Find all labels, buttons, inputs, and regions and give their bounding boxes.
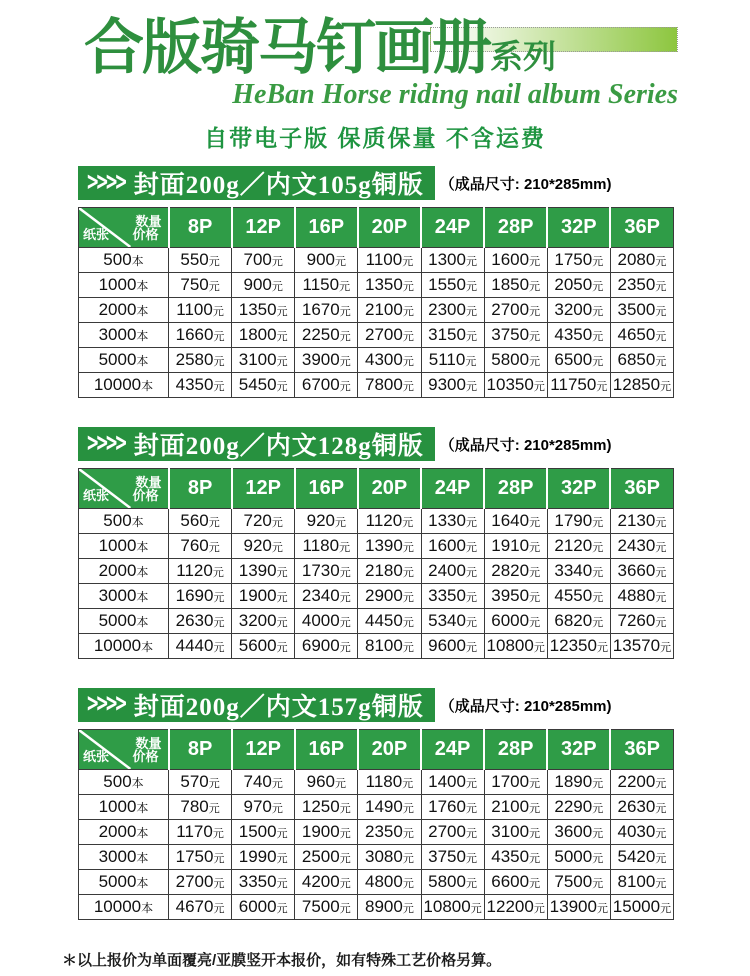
price-section bbox=[78, 688, 674, 920]
corner-cell bbox=[79, 730, 169, 770]
price-cell: 10800元 bbox=[421, 895, 484, 920]
price-cell: 4650元 bbox=[610, 323, 673, 348]
price-cell: 11750元 bbox=[547, 373, 610, 398]
table-row bbox=[79, 373, 674, 398]
price-cell: 3750元 bbox=[484, 323, 547, 348]
quantity-cell: 10000本 bbox=[79, 634, 169, 659]
column-header: 32P bbox=[547, 469, 610, 509]
column-header: 32P bbox=[547, 208, 610, 248]
price-cell: 1120元 bbox=[358, 509, 421, 534]
price-cell: 1850元 bbox=[484, 273, 547, 298]
price-cell: 2630元 bbox=[169, 609, 232, 634]
quantity-cell: 5000本 bbox=[79, 348, 169, 373]
price-cell: 2080元 bbox=[610, 248, 673, 273]
page-header bbox=[0, 0, 750, 153]
price-cell: 2290元 bbox=[547, 795, 610, 820]
price-cell: 1550元 bbox=[421, 273, 484, 298]
price-cell: 1670元 bbox=[295, 298, 358, 323]
price-cell: 2250元 bbox=[295, 323, 358, 348]
price-cell: 3350元 bbox=[421, 584, 484, 609]
price-cell: 1760元 bbox=[421, 795, 484, 820]
price-cell: 1750元 bbox=[547, 248, 610, 273]
price-cell: 9300元 bbox=[421, 373, 484, 398]
price-cell: 4670元 bbox=[169, 895, 232, 920]
corner-label-quantity: 数量 bbox=[135, 475, 162, 490]
price-cell: 2300元 bbox=[421, 298, 484, 323]
price-cell: 5340元 bbox=[421, 609, 484, 634]
footnote: ＊以上报价为单面覆亮/亚膜竖开本报价，如有特殊工艺价格另算。 bbox=[62, 952, 502, 969]
price-cell: 8900元 bbox=[358, 895, 421, 920]
price-cell: 2180元 bbox=[358, 559, 421, 584]
price-cell: 740元 bbox=[232, 770, 295, 795]
title-chinese: 合版骑马钉画册 bbox=[84, 15, 490, 81]
price-table-body bbox=[79, 509, 674, 659]
price-cell: 3100元 bbox=[484, 820, 547, 845]
quantity-cell: 2000本 bbox=[79, 820, 169, 845]
quantity-cell: 2000本 bbox=[79, 559, 169, 584]
subtitle-guarantees: 自带电子版 保质保量 不含运费 bbox=[204, 125, 546, 151]
price-cell: 3900元 bbox=[295, 348, 358, 373]
column-header: 28P bbox=[484, 208, 547, 248]
price-cell: 1400元 bbox=[421, 770, 484, 795]
price-cell: 2700元 bbox=[169, 870, 232, 895]
section-header-row bbox=[78, 166, 674, 200]
price-cell: 1600元 bbox=[421, 534, 484, 559]
price-cell: 6600元 bbox=[484, 870, 547, 895]
price-cell: 570元 bbox=[169, 770, 232, 795]
table-row bbox=[79, 248, 674, 273]
quantity-cell: 5000本 bbox=[79, 609, 169, 634]
price-cell: 1730元 bbox=[295, 559, 358, 584]
price-cell: 970元 bbox=[232, 795, 295, 820]
price-cell: 4030元 bbox=[610, 820, 673, 845]
column-header: 32P bbox=[547, 730, 610, 770]
price-cell: 3350元 bbox=[232, 870, 295, 895]
chevrons-icon: >>>> bbox=[87, 426, 125, 459]
price-cell: 1900元 bbox=[295, 820, 358, 845]
section-title: 封面200g／内文105g铜版 bbox=[133, 172, 424, 199]
price-cell: 1120元 bbox=[169, 559, 232, 584]
price-table bbox=[78, 729, 674, 920]
quantity-cell: 500本 bbox=[79, 248, 169, 273]
column-header: 36P bbox=[610, 469, 673, 509]
price-cell: 5110元 bbox=[421, 348, 484, 373]
price-cell: 7500元 bbox=[295, 895, 358, 920]
price-cell: 1890元 bbox=[547, 770, 610, 795]
table-row bbox=[79, 559, 674, 584]
price-cell: 3100元 bbox=[232, 348, 295, 373]
price-cell: 900元 bbox=[232, 273, 295, 298]
column-header: 16P bbox=[295, 469, 358, 509]
price-cell: 1490元 bbox=[358, 795, 421, 820]
table-row bbox=[79, 795, 674, 820]
price-section bbox=[78, 427, 674, 659]
table-header-row bbox=[79, 469, 674, 509]
column-header: 20P bbox=[358, 208, 421, 248]
price-cell: 3660元 bbox=[610, 559, 673, 584]
quantity-cell: 3000本 bbox=[79, 845, 169, 870]
price-cell: 1700元 bbox=[484, 770, 547, 795]
quantity-cell: 2000本 bbox=[79, 298, 169, 323]
price-cell: 700元 bbox=[232, 248, 295, 273]
price-cell: 8100元 bbox=[610, 870, 673, 895]
price-cell: 760元 bbox=[169, 534, 232, 559]
price-cell: 4450元 bbox=[358, 609, 421, 634]
price-cell: 4200元 bbox=[295, 870, 358, 895]
price-cell: 3600元 bbox=[547, 820, 610, 845]
corner-cell bbox=[79, 469, 169, 509]
column-header: 24P bbox=[421, 208, 484, 248]
column-header: 28P bbox=[484, 469, 547, 509]
price-cell: 2340元 bbox=[295, 584, 358, 609]
price-cell: 1660元 bbox=[169, 323, 232, 348]
price-sections-container bbox=[0, 166, 750, 920]
price-cell: 4880元 bbox=[610, 584, 673, 609]
price-cell: 12200元 bbox=[484, 895, 547, 920]
price-cell: 780元 bbox=[169, 795, 232, 820]
price-cell: 2580元 bbox=[169, 348, 232, 373]
column-header: 24P bbox=[421, 730, 484, 770]
price-cell: 1150元 bbox=[295, 273, 358, 298]
table-row bbox=[79, 609, 674, 634]
size-note: （成品尺寸: 210*285mm) bbox=[439, 436, 612, 454]
price-cell: 2100元 bbox=[484, 795, 547, 820]
price-cell: 1100元 bbox=[169, 298, 232, 323]
price-cell: 920元 bbox=[295, 509, 358, 534]
price-cell: 3500元 bbox=[610, 298, 673, 323]
table-header-row bbox=[79, 730, 674, 770]
price-cell: 1170元 bbox=[169, 820, 232, 845]
price-cell: 1180元 bbox=[295, 534, 358, 559]
section-title: 封面200g／内文128g铜版 bbox=[133, 433, 424, 460]
price-cell: 960元 bbox=[295, 770, 358, 795]
size-note: （成品尺寸: 210*285mm) bbox=[439, 697, 612, 715]
column-header: 12P bbox=[232, 208, 295, 248]
table-row bbox=[79, 895, 674, 920]
column-header: 36P bbox=[610, 730, 673, 770]
price-cell: 900元 bbox=[295, 248, 358, 273]
price-cell: 2120元 bbox=[547, 534, 610, 559]
price-cell: 550元 bbox=[169, 248, 232, 273]
price-cell: 5800元 bbox=[484, 348, 547, 373]
price-cell: 1250元 bbox=[295, 795, 358, 820]
price-cell: 1390元 bbox=[358, 534, 421, 559]
price-cell: 4300元 bbox=[358, 348, 421, 373]
table-row bbox=[79, 845, 674, 870]
price-cell: 4000元 bbox=[295, 609, 358, 634]
price-cell: 6700元 bbox=[295, 373, 358, 398]
corner-label-quantity: 数量 bbox=[135, 214, 162, 229]
price-cell: 1100元 bbox=[358, 248, 421, 273]
corner-label-price: 价格 bbox=[132, 749, 159, 764]
price-cell: 5800元 bbox=[421, 870, 484, 895]
column-header: 24P bbox=[421, 469, 484, 509]
price-cell: 2700元 bbox=[484, 298, 547, 323]
price-cell: 1790元 bbox=[547, 509, 610, 534]
price-cell: 1350元 bbox=[358, 273, 421, 298]
corner-label-quantity: 数量 bbox=[135, 736, 162, 751]
price-cell: 920元 bbox=[232, 534, 295, 559]
price-cell: 2100元 bbox=[358, 298, 421, 323]
title-english: HeBan Horse riding nail album Series bbox=[232, 79, 678, 110]
quantity-cell: 3000本 bbox=[79, 584, 169, 609]
price-cell: 4800元 bbox=[358, 870, 421, 895]
column-header: 8P bbox=[169, 208, 232, 248]
table-row bbox=[79, 509, 674, 534]
price-cell: 2130元 bbox=[610, 509, 673, 534]
price-cell: 6000元 bbox=[484, 609, 547, 634]
section-header-bar bbox=[78, 688, 435, 722]
price-cell: 3150元 bbox=[421, 323, 484, 348]
quantity-cell: 3000本 bbox=[79, 323, 169, 348]
price-cell: 12850元 bbox=[610, 373, 673, 398]
price-cell: 2700元 bbox=[358, 323, 421, 348]
table-row bbox=[79, 273, 674, 298]
table-row bbox=[79, 770, 674, 795]
price-cell: 750元 bbox=[169, 273, 232, 298]
column-header: 12P bbox=[232, 730, 295, 770]
price-cell: 10800元 bbox=[484, 634, 547, 659]
price-cell: 1500元 bbox=[232, 820, 295, 845]
price-cell: 1990元 bbox=[232, 845, 295, 870]
price-cell: 5600元 bbox=[232, 634, 295, 659]
price-cell: 2900元 bbox=[358, 584, 421, 609]
price-cell: 3340元 bbox=[547, 559, 610, 584]
quantity-cell: 1000本 bbox=[79, 534, 169, 559]
price-cell: 6850元 bbox=[610, 348, 673, 373]
quantity-cell: 5000本 bbox=[79, 870, 169, 895]
column-header: 12P bbox=[232, 469, 295, 509]
price-cell: 1900元 bbox=[232, 584, 295, 609]
price-cell: 1350元 bbox=[232, 298, 295, 323]
price-cell: 13900元 bbox=[547, 895, 610, 920]
price-cell: 6900元 bbox=[295, 634, 358, 659]
price-section bbox=[78, 166, 674, 398]
price-cell: 2700元 bbox=[421, 820, 484, 845]
price-cell: 1640元 bbox=[484, 509, 547, 534]
price-cell: 1390元 bbox=[232, 559, 295, 584]
price-cell: 4350元 bbox=[484, 845, 547, 870]
quantity-cell: 1000本 bbox=[79, 273, 169, 298]
price-cell: 1600元 bbox=[484, 248, 547, 273]
price-cell: 1800元 bbox=[232, 323, 295, 348]
size-note: （成品尺寸: 210*285mm) bbox=[439, 175, 612, 193]
price-cell: 12350元 bbox=[547, 634, 610, 659]
price-cell: 560元 bbox=[169, 509, 232, 534]
corner-cell bbox=[79, 208, 169, 248]
chevrons-icon: >>>> bbox=[87, 165, 125, 198]
price-cell: 6000元 bbox=[232, 895, 295, 920]
corner-label-price: 价格 bbox=[132, 227, 159, 242]
section-title: 封面200g／内文157g铜版 bbox=[133, 694, 424, 721]
price-cell: 2630元 bbox=[610, 795, 673, 820]
price-cell: 2350元 bbox=[610, 273, 673, 298]
price-cell: 3200元 bbox=[547, 298, 610, 323]
price-cell: 3200元 bbox=[232, 609, 295, 634]
price-cell: 5000元 bbox=[547, 845, 610, 870]
table-row bbox=[79, 323, 674, 348]
price-cell: 2820元 bbox=[484, 559, 547, 584]
section-header-row bbox=[78, 688, 674, 722]
quantity-cell: 500本 bbox=[79, 509, 169, 534]
price-table bbox=[78, 207, 674, 398]
price-cell: 7800元 bbox=[358, 373, 421, 398]
price-cell: 1300元 bbox=[421, 248, 484, 273]
price-cell: 1690元 bbox=[169, 584, 232, 609]
page-title bbox=[84, 15, 750, 81]
quantity-cell: 10000本 bbox=[79, 895, 169, 920]
price-cell: 9600元 bbox=[421, 634, 484, 659]
section-header-bar bbox=[78, 166, 435, 200]
price-cell: 2050元 bbox=[547, 273, 610, 298]
price-cell: 3750元 bbox=[421, 845, 484, 870]
chevrons-icon: >>>> bbox=[87, 687, 125, 720]
price-cell: 3950元 bbox=[484, 584, 547, 609]
corner-label-paper: 纸张 bbox=[83, 488, 110, 503]
price-table bbox=[78, 468, 674, 659]
price-cell: 1180元 bbox=[358, 770, 421, 795]
price-cell: 2200元 bbox=[610, 770, 673, 795]
column-header: 8P bbox=[169, 469, 232, 509]
price-table-body bbox=[79, 770, 674, 920]
table-row bbox=[79, 820, 674, 845]
price-cell: 5450元 bbox=[232, 373, 295, 398]
quantity-cell: 10000本 bbox=[79, 373, 169, 398]
price-cell: 4350元 bbox=[547, 323, 610, 348]
price-cell: 1750元 bbox=[169, 845, 232, 870]
price-cell: 2400元 bbox=[421, 559, 484, 584]
column-header: 36P bbox=[610, 208, 673, 248]
price-cell: 7500元 bbox=[547, 870, 610, 895]
price-table-body bbox=[79, 248, 674, 398]
price-cell: 1910元 bbox=[484, 534, 547, 559]
table-row bbox=[79, 584, 674, 609]
price-cell: 4440元 bbox=[169, 634, 232, 659]
price-cell: 6500元 bbox=[547, 348, 610, 373]
price-cell: 13570元 bbox=[610, 634, 673, 659]
section-header-bar bbox=[78, 427, 435, 461]
table-row bbox=[79, 298, 674, 323]
table-row bbox=[79, 534, 674, 559]
price-cell: 4550元 bbox=[547, 584, 610, 609]
table-row bbox=[79, 870, 674, 895]
column-header: 8P bbox=[169, 730, 232, 770]
quantity-cell: 500本 bbox=[79, 770, 169, 795]
column-header: 16P bbox=[295, 730, 358, 770]
price-cell: 7260元 bbox=[610, 609, 673, 634]
column-header: 16P bbox=[295, 208, 358, 248]
price-cell: 5420元 bbox=[610, 845, 673, 870]
price-cell: 4350元 bbox=[169, 373, 232, 398]
price-cell: 10350元 bbox=[484, 373, 547, 398]
table-row bbox=[79, 348, 674, 373]
corner-label-price: 价格 bbox=[132, 488, 159, 503]
title-series-suffix: 系列 bbox=[490, 38, 556, 75]
corner-label-paper: 纸张 bbox=[83, 227, 110, 242]
price-cell: 3080元 bbox=[358, 845, 421, 870]
price-cell: 6820元 bbox=[547, 609, 610, 634]
column-header: 20P bbox=[358, 469, 421, 509]
price-cell: 1330元 bbox=[421, 509, 484, 534]
price-cell: 15000元 bbox=[610, 895, 673, 920]
price-cell: 720元 bbox=[232, 509, 295, 534]
column-header: 28P bbox=[484, 730, 547, 770]
column-header: 20P bbox=[358, 730, 421, 770]
price-cell: 2500元 bbox=[295, 845, 358, 870]
price-cell: 8100元 bbox=[358, 634, 421, 659]
section-header-row bbox=[78, 427, 674, 461]
table-header-row bbox=[79, 208, 674, 248]
quantity-cell: 1000本 bbox=[79, 795, 169, 820]
corner-label-paper: 纸张 bbox=[83, 749, 110, 764]
table-row bbox=[79, 634, 674, 659]
price-cell: 2350元 bbox=[358, 820, 421, 845]
price-cell: 2430元 bbox=[610, 534, 673, 559]
